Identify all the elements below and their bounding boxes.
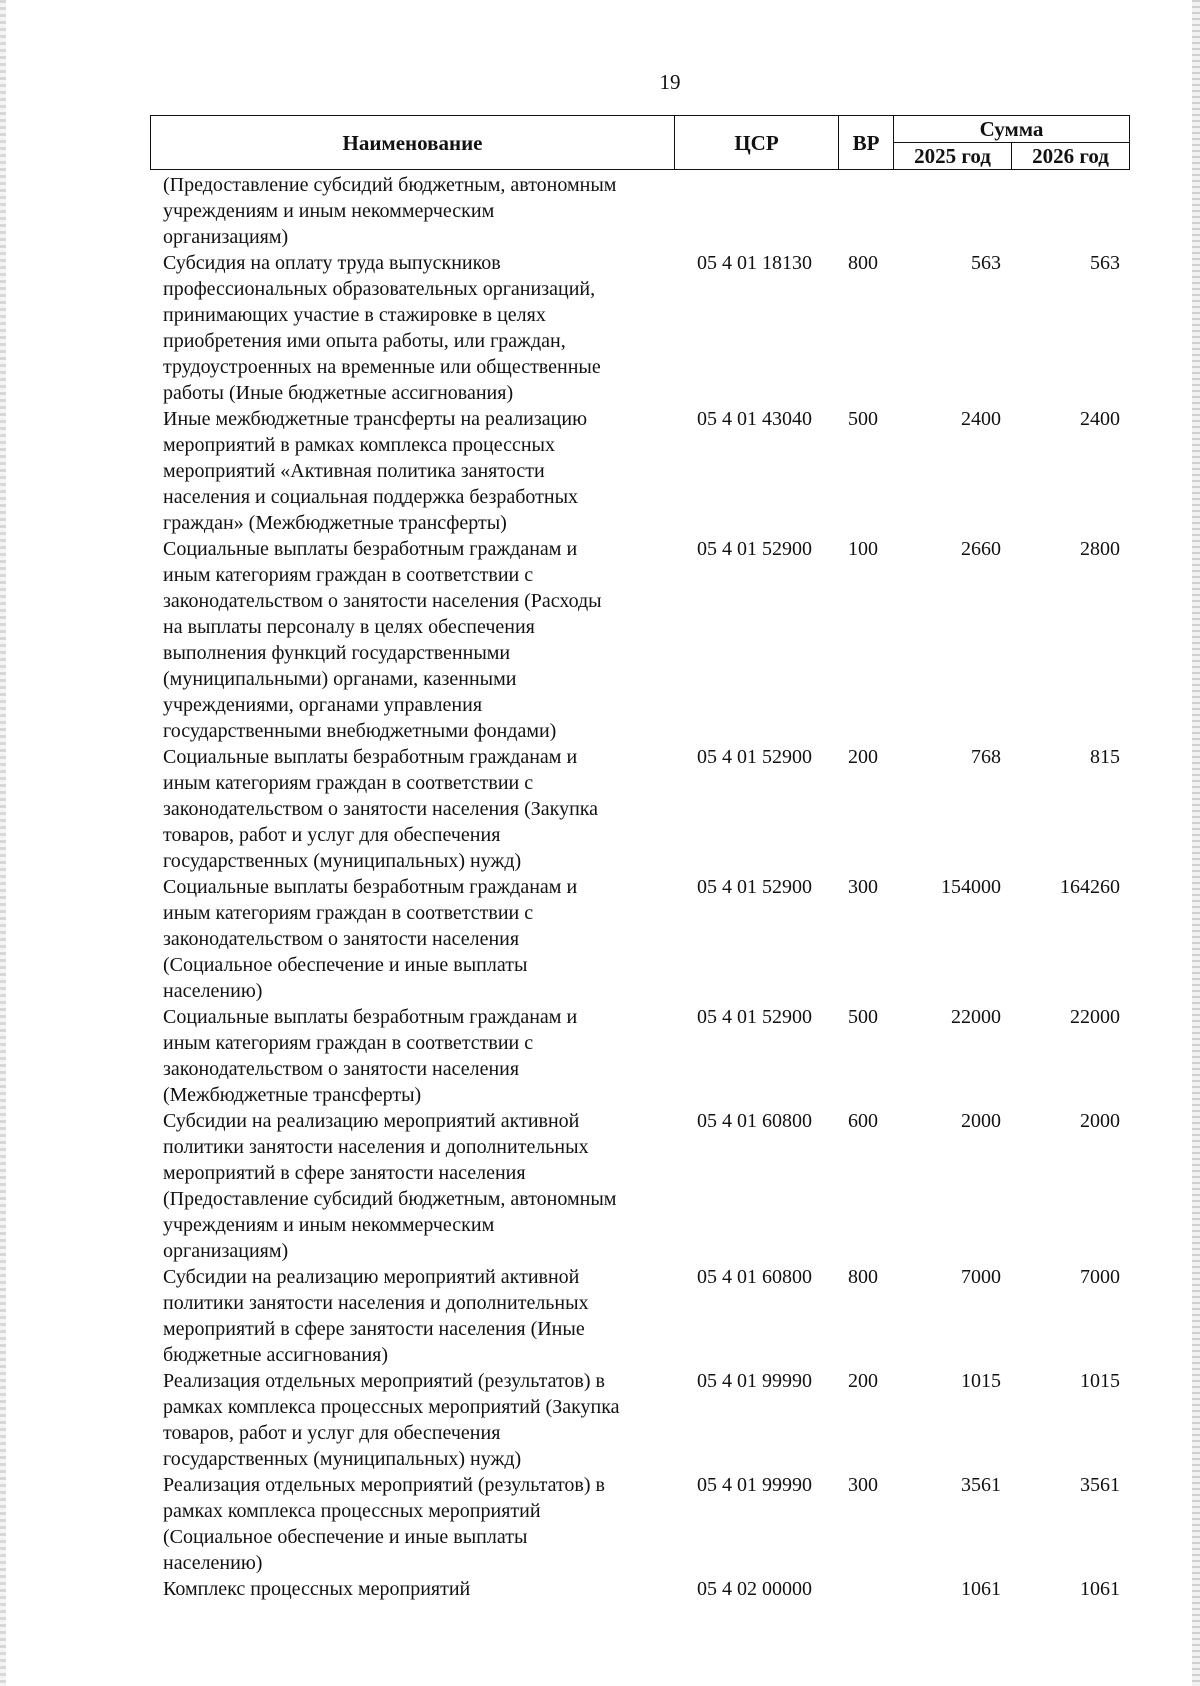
- row-name: [150, 536, 673, 744]
- row-csr: 05 4 01 60800: [697, 1110, 812, 1132]
- row-name: [150, 874, 673, 1004]
- row-name-line: Субсидии на реализацию мероприятий активной: [163, 1110, 580, 1132]
- row-name-line: (Предоставление субсидий бюджетным, автономным: [163, 174, 617, 196]
- header-csr: ЦСР: [675, 116, 839, 170]
- row-sum-2025: 563: [971, 252, 1001, 274]
- table-row: [150, 1108, 1130, 1264]
- row-name-line: (Предоставление субсидий бюджетным, автономным: [163, 1188, 617, 1210]
- row-name-line: иным категориям граждан в соответствии с: [163, 564, 534, 586]
- row-name: [150, 744, 673, 874]
- table-row: [150, 1264, 1130, 1368]
- row-name-line: законодательством о занятости населения (Закупка: [163, 798, 599, 820]
- row-name-line: политики занятости населения и дополнительных: [163, 1136, 589, 1158]
- table-row: [150, 744, 1130, 874]
- row-sum-2026: 815: [1090, 746, 1120, 768]
- row-name-line: Социальные выплаты безработным гражданам и: [163, 538, 578, 560]
- row-sum-2025: 768: [971, 746, 1001, 768]
- row-sum-2026: 3561: [1080, 1474, 1120, 1496]
- table-header: [150, 115, 1130, 170]
- row-name-line: на выплаты персоналу в целях обеспечения: [163, 616, 535, 638]
- row-name-line: (Социальное обеспечение и иные выплаты: [163, 1526, 528, 1548]
- row-vr: 200: [848, 746, 878, 768]
- row-name-line: населения и социальная поддержка безработных: [163, 486, 579, 508]
- row-name-line: приобретения ими опыта работы, или граждан,: [163, 330, 566, 352]
- row-csr: 05 4 01 43040: [697, 408, 812, 430]
- row-csr: 05 4 01 52900: [697, 1006, 812, 1028]
- row-csr: 05 4 01 99990: [697, 1370, 812, 1392]
- row-name-line: организациям): [163, 226, 289, 248]
- row-name-line: учреждениям и иным некоммерческим: [163, 200, 495, 222]
- row-name-line: (муниципальными) органами, казенными: [163, 668, 517, 690]
- table-row: [150, 1004, 1130, 1108]
- row-sum-2025: 22000: [951, 1006, 1001, 1028]
- row-name: [150, 172, 673, 250]
- budget-table: [150, 115, 1130, 1602]
- row-vr: 100: [848, 538, 878, 560]
- row-name: [150, 1264, 673, 1368]
- row-name-line: организациям): [163, 1240, 289, 1262]
- row-name-line: политики занятости населения и дополнительных: [163, 1292, 589, 1314]
- row-vr: 600: [848, 1110, 878, 1132]
- row-sum-2026: 22000: [1070, 1006, 1120, 1028]
- row-csr: 05 4 01 52900: [697, 538, 812, 560]
- row-sum-2026: 164260: [1060, 876, 1120, 898]
- row-name-line: Комплекс процессных мероприятий: [163, 1578, 471, 1600]
- table-row: [150, 172, 1130, 250]
- row-name-line: принимающих участие в стажировке в целях: [163, 304, 546, 326]
- table-row: [150, 1368, 1130, 1472]
- table-row: [150, 1576, 1130, 1602]
- row-name-line: Социальные выплаты безработным гражданам и: [163, 1006, 578, 1028]
- row-name-line: рамках комплекса процессных мероприятий: [163, 1500, 541, 1522]
- row-name-line: (Межбюджетные трансферты): [163, 1084, 422, 1106]
- row-name-line: профессиональных образовательных организаций,: [163, 278, 596, 300]
- scan-edge-left: [0, 0, 6, 1686]
- row-sum-2026: 2800: [1080, 538, 1120, 560]
- row-name-line: Социальные выплаты безработным гражданам и: [163, 876, 578, 898]
- row-csr: 05 4 02 00000: [697, 1578, 812, 1600]
- row-vr: 200: [848, 1370, 878, 1392]
- row-name: [150, 406, 673, 536]
- row-name-line: иным категориям граждан в соответствии с: [163, 1032, 534, 1054]
- row-name: [150, 1108, 673, 1264]
- row-sum-2026: 1061: [1080, 1578, 1120, 1600]
- row-csr: 05 4 01 60800: [697, 1266, 812, 1288]
- row-csr: 05 4 01 52900: [697, 746, 812, 768]
- table-row: [150, 536, 1130, 744]
- row-name-line: Иные межбюджетные трансферты на реализацию: [163, 408, 588, 430]
- row-name-line: товаров, работ и услуг для обеспечения: [163, 824, 501, 846]
- row-name: [150, 1004, 673, 1108]
- header-name: Наименование: [151, 116, 675, 170]
- row-name-line: законодательством о занятости населения: [163, 928, 520, 950]
- row-name-line: государственных (муниципальных) нужд): [163, 1448, 522, 1470]
- row-name-line: учреждениями, органами управления: [163, 694, 483, 716]
- row-name-line: государственных (муниципальных) нужд): [163, 850, 522, 872]
- table-row: [150, 250, 1130, 406]
- row-name: [150, 1368, 673, 1472]
- row-name-line: населению): [163, 1552, 263, 1574]
- row-sum-2026: 7000: [1080, 1266, 1120, 1288]
- row-name-line: иным категориям граждан в соответствии с: [163, 772, 534, 794]
- row-sum-2025: 2660: [961, 538, 1001, 560]
- row-name-line: государственными внебюджетными фондами): [163, 720, 557, 742]
- row-name-line: Субсидии на реализацию мероприятий активной: [163, 1266, 580, 1288]
- row-name-line: Реализация отдельных мероприятий (результатов) в: [163, 1474, 605, 1496]
- table-row: [150, 874, 1130, 1004]
- row-name-line: рамках комплекса процессных мероприятий (Закупка: [163, 1396, 620, 1418]
- row-name-line: трудоустроенных на временные или общественные: [163, 356, 601, 378]
- row-name-line: иным категориям граждан в соответствии с: [163, 902, 534, 924]
- row-vr: 500: [848, 408, 878, 430]
- header-sum: Сумма: [894, 116, 1130, 143]
- table-row: [150, 406, 1130, 536]
- row-sum-2025: 1061: [961, 1578, 1001, 1600]
- row-sum-2025: 2000: [961, 1110, 1001, 1132]
- table-row: [150, 1472, 1130, 1576]
- row-name-line: граждан» (Межбюджетные трансферты): [163, 512, 507, 534]
- row-name-line: мероприятий в сфере занятости населения (Иные: [163, 1318, 585, 1340]
- row-name-line: бюджетные ассигнования): [163, 1344, 389, 1366]
- row-name-line: законодательством о занятости населения: [163, 1058, 520, 1080]
- header-year-2025: 2025 год: [894, 143, 1012, 170]
- row-vr: 500: [848, 1006, 878, 1028]
- row-name-line: мероприятий в сфере занятости населения: [163, 1162, 526, 1184]
- row-name-line: работы (Иные бюджетные ассигнования): [163, 382, 514, 404]
- row-name: [150, 1472, 673, 1576]
- row-vr: 300: [848, 1474, 878, 1496]
- row-csr: 05 4 01 52900: [697, 876, 812, 898]
- row-name-line: выполнения функций государственными: [163, 642, 511, 664]
- row-name-line: Социальные выплаты безработным гражданам и: [163, 746, 578, 768]
- scan-edge-right: [1192, 0, 1200, 1686]
- row-sum-2025: 3561: [961, 1474, 1001, 1496]
- row-name-line: мероприятий «Активная политика занятости: [163, 460, 545, 482]
- row-sum-2025: 7000: [961, 1266, 1001, 1288]
- row-sum-2026: 1015: [1080, 1370, 1120, 1392]
- table-body: [150, 172, 1130, 1602]
- row-name-line: Реализация отдельных мероприятий (результатов) в: [163, 1370, 605, 1392]
- row-name-line: учреждениям и иным некоммерческим: [163, 1214, 495, 1236]
- row-vr: 800: [848, 252, 878, 274]
- row-sum-2026: 2000: [1080, 1110, 1120, 1132]
- row-name-line: населению): [163, 980, 263, 1002]
- row-name-line: товаров, работ и услуг для обеспечения: [163, 1422, 501, 1444]
- header-year-2026: 2026 год: [1012, 143, 1130, 170]
- row-name: [150, 250, 673, 406]
- page-number: 19: [659, 70, 681, 94]
- row-sum-2025: 154000: [941, 876, 1001, 898]
- row-name-line: (Социальное обеспечение и иные выплаты: [163, 954, 528, 976]
- row-vr: 300: [848, 876, 878, 898]
- row-sum-2026: 563: [1090, 252, 1120, 274]
- row-csr: 05 4 01 18130: [697, 252, 812, 274]
- row-sum-2026: 2400: [1080, 408, 1120, 430]
- row-name-line: мероприятий в рамках комплекса процессных: [163, 434, 555, 456]
- row-sum-2025: 2400: [961, 408, 1001, 430]
- row-csr: 05 4 01 99990: [697, 1474, 812, 1496]
- row-name: [150, 1576, 673, 1602]
- row-name-line: Субсидия на оплату труда выпускников: [163, 252, 501, 274]
- row-name-line: законодательством о занятости населения (Расходы: [163, 590, 602, 612]
- header-vr: ВР: [839, 116, 894, 170]
- row-vr: 800: [848, 1266, 878, 1288]
- row-sum-2025: 1015: [961, 1370, 1001, 1392]
